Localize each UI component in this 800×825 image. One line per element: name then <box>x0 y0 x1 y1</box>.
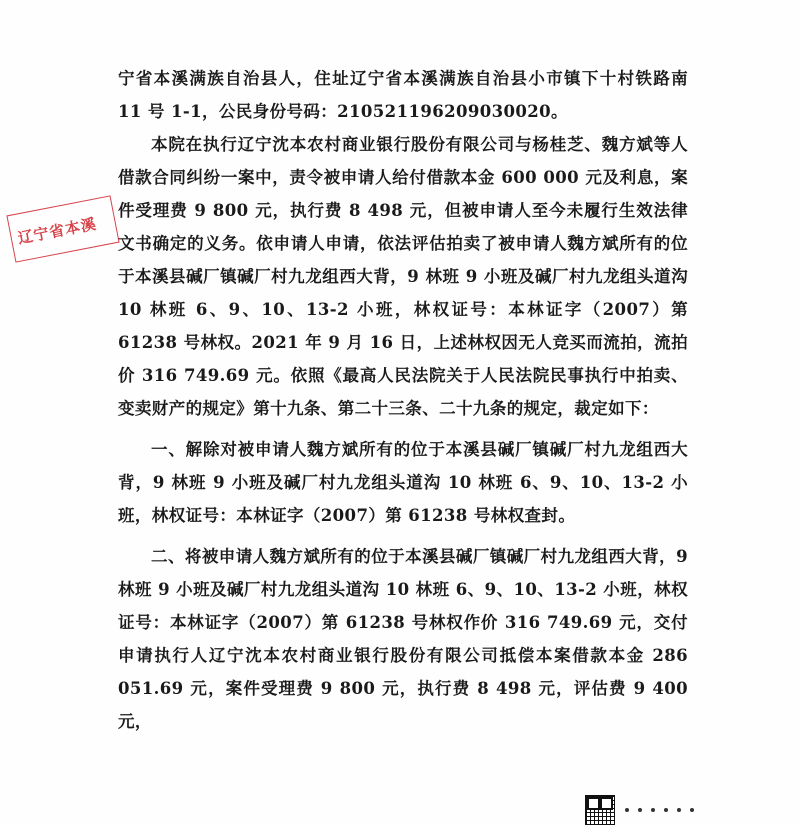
paragraph-gap <box>118 532 688 540</box>
footer-dot <box>664 808 668 812</box>
footer-dot <box>651 808 655 812</box>
paragraph-gap <box>118 425 688 433</box>
footer-dot <box>638 808 642 812</box>
paragraph-3: 一、解除对被申请人魏方斌所有的位于本溪县碱厂镇碱厂村九龙组西大背，9 林班 9 小班及碱厂村九龙组头道沟 10 林班 6、9、10、13-2 小班，林权证号：本林证字（2007）第 61238 号林权查封。 <box>118 440 688 525</box>
document-text-body <box>118 62 688 738</box>
red-seal-stamp <box>6 195 119 262</box>
stamp-text: 辽宁省本溪 <box>16 214 99 248</box>
document-footer <box>585 795 694 825</box>
paragraph-1: 宁省本溪满族自治县人，住址辽宁省本溪满族自治县小市镇下十村铁路南 11 号 1-1，公民身份号码：210521196209030020。 <box>118 69 688 121</box>
footer-dot <box>690 808 694 812</box>
footer-dot <box>625 808 629 812</box>
footer-dots <box>625 808 694 812</box>
qr-code-icon <box>585 795 615 825</box>
paragraph-4: 二、将被申请人魏方斌所有的位于本溪县碱厂镇碱厂村九龙组西大背，9 林班 9 小班及碱厂村九龙组头道沟 10 林班 6、9、10、13-2 小班，林权证号：本林证字（2007）第 61238 号林权作价 316 749.69 元，交付申请执行人辽宁沈本农村商业银行股份有限公司抵偿本案借款本金 286 051.69 元，案件受理费 9 800 元，执行费 8 498 元，评估费 9 400 元， <box>118 547 688 731</box>
footer-dot <box>677 808 681 812</box>
paragraph-2: 本院在执行辽宁沈本农村商业银行股份有限公司与杨桂芝、魏方斌等人借款合同纠纷一案中，责令被申请人给付借款本金 600 000 元及利息，案件受理费 9 800 元，执行费 8 498 元，但被申请人至今未履行生效法律文书确定的义务。依申请人申请，依法评估拍卖了被申请人魏方斌所有的位于本溪县碱厂镇碱厂村九龙组西大背，9 林班 9 小班及碱厂村九龙组头道沟 10 林班 6、9、10、13-2 小班，林权证号：本林证字（2007）第 61238 号林权。2021 年 9 月 16 日，上述林权因无人竞买而流拍，流拍价 316 749.69 元。依照《最高人民法院关于人民法院民事执行中拍卖、变卖财产的规定》第十九条、第二十三条、二十九条的规定，裁定如下： <box>118 135 688 418</box>
